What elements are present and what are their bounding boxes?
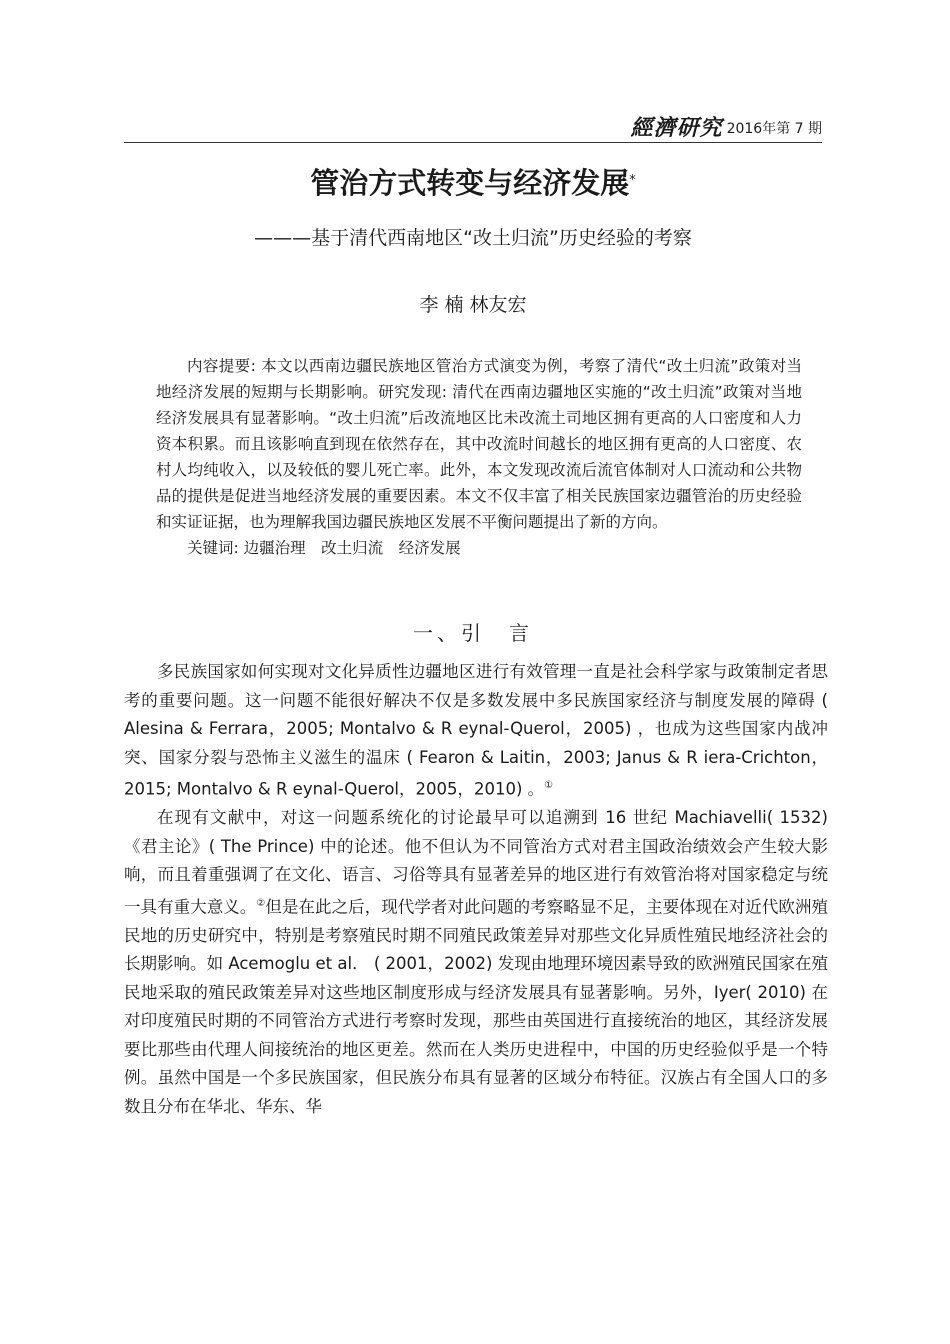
issue-number: 2016年第 7 期 xyxy=(726,121,822,137)
body-text xyxy=(124,658,828,1121)
journal-name: 經濟研究 xyxy=(630,115,723,141)
section-heading: 一、引 言 xyxy=(413,621,533,645)
title-text: 管治方式转变与经济发展 xyxy=(310,166,630,200)
footnote-ref: ① xyxy=(544,780,554,791)
paragraph-text: 但是在此之后，现代学者对此问题的考察略显不足，主要体现在对近代欧洲殖民地的历史研究中，特别是考察殖民时期不同殖民政策差异对那些文化异质性殖民地经济社会的长期影响。如 Acemoglu et al． ( 2001，2002) 发现由地理环境因素导致的欧洲殖民国家在殖民地采取的殖民政策差异对这些地区制度形成与经济发展具有显著影响。另外，Iyer( 2010) 在对印度殖民时期的不同管治方式进行考察时发现，那些由英国进行直接统治的地区，其经济发展要比那些由代理人间接统治的地区更差。然而在人类历史进程中，中国的历史经验似乎是一个特例。虽然中国是一个多民族国家，但民族分布具有显著的区域分布特征。汉族占有全国人口的多数且分布在华北、华东、华 xyxy=(124,897,829,1116)
abstract-block xyxy=(156,353,802,561)
footnote-ref: ② xyxy=(256,897,266,909)
paragraph-text: 多民族国家如何实现对文化异质性边疆地区进行有效管理一直是社会科学家与政策制定者思考的重要问题。这一问题不能很好解决不仅是多数发展中多民族国家经济与制度发展的障碍 ( Alesina & Ferrara，2005; Montalvo & R eynal-Querol，2005) ，也成为这些国家内战冲突、国家分裂与恐怖主义滋生的温床 ( Fearon & Laitin，2003; Janus & R iera-Crichton，2015; Montalvo & R eynal-Querol，2005，2010) 。 xyxy=(124,662,828,799)
keywords: 关键词: 边疆治理 改土归流 经济发展 xyxy=(187,539,461,557)
abstract-text: 内容提要: 本文以西南边疆民族地区管治方式演变为例，考察了清代“改土归流”政策对当地经济发展的短期与长期影响。研究发现: 清代在西南边疆地区实施的“改土归流”政策对当地经济发展具有显著影响。“改土归流”后改流地区比未改流土司地区拥有更高的人口密度和人力资本积累。而且该影响直到现在依然存在，其中改流时间越长的地区拥有更高的人口密度、农村人均纯收入，以及较低的婴儿死亡率。此外，本文发现改流后流官体制对人口流动和公共物品的提供是促进当地经济发展的重要因素。本文不仅丰富了相关民族国家边疆管治的历史经验和实证证据，也为理解我国边疆民族地区发展不平衡问题提出了新的方向。 xyxy=(156,357,802,531)
running-header xyxy=(124,112,822,143)
paragraph-text: 在现有文献中，对这一问题系统化的讨论最早可以追溯到 16 世纪 Machiavelli( 1532) 《君主论》( The Prince) 中的论述。他不但认为不同管治方式对君主国政治绩效会产生较大影响，而且着重强调了在文化、语言、习俗等具有显著差异的地区进行有效管治将对国家稳定与统一具有重大意义。 xyxy=(124,808,828,916)
title-footnote-mark: * xyxy=(629,173,636,188)
paragraph xyxy=(124,804,828,1121)
author-names: 李 楠 林友宏 xyxy=(419,294,527,316)
article-title xyxy=(124,163,822,203)
paragraph xyxy=(124,658,828,804)
article-subtitle: ———基于清代西南地区“改土归流”历史经验的考察 xyxy=(254,227,692,249)
